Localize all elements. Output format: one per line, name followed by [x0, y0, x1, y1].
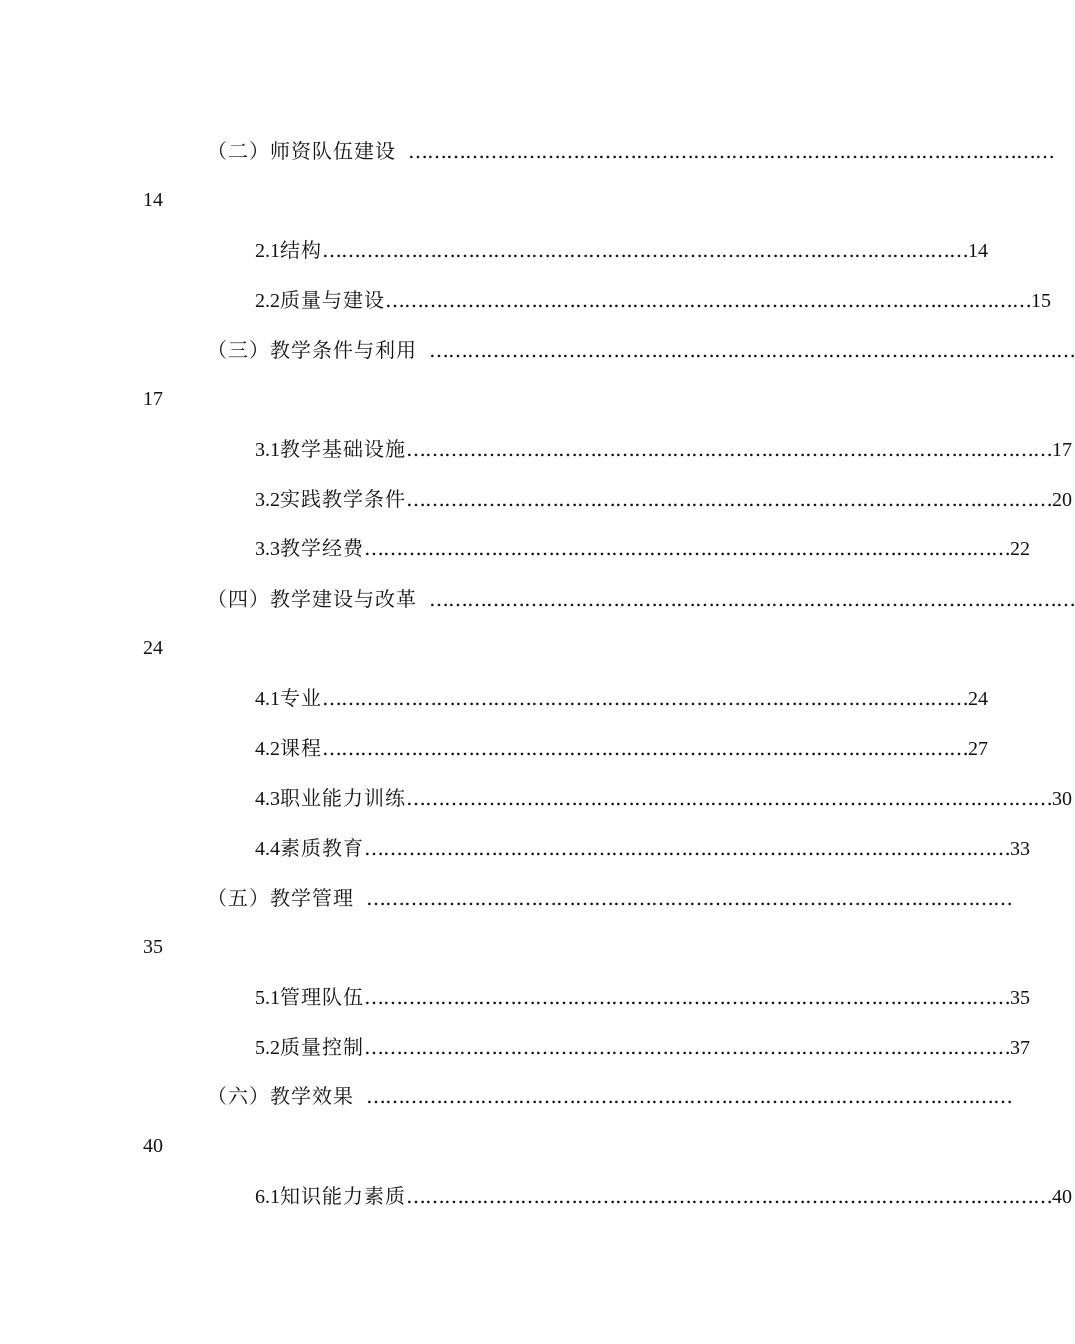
dot-leader: ………………………………………………………………………………………… — [322, 686, 968, 710]
toc-section-6[interactable] — [207, 1081, 1012, 1111]
toc-entry-4-2[interactable] — [255, 733, 988, 763]
toc-entry-title: 课程 — [280, 736, 322, 760]
toc-section-title: （三）教学条件与利用 — [207, 338, 417, 362]
toc-entry-number: 2.1 — [255, 240, 280, 262]
dot-leader: ………………………………………………………………………………………… — [429, 338, 1075, 362]
toc-entry-number: 3.3 — [255, 538, 280, 560]
toc-entry-2-1[interactable] — [255, 235, 988, 265]
toc-entry-number: 4.2 — [255, 738, 280, 760]
toc-page-number: 14 — [143, 189, 163, 211]
toc-page-number: 33 — [1010, 838, 1030, 860]
toc-section-2[interactable] — [207, 136, 1054, 166]
toc-entry-title: 实践教学条件 — [280, 487, 406, 511]
toc-page-number: 37 — [1010, 1037, 1030, 1059]
toc-entry-4-4[interactable] — [255, 833, 1030, 863]
dot-leader: ………………………………………………………………………………………… — [322, 736, 968, 760]
toc-section-5[interactable] — [207, 883, 1012, 913]
toc-entry-title: 质量与建设 — [280, 288, 385, 312]
toc-section-title: （二）师资队伍建设 — [207, 139, 396, 163]
dot-leader: ………………………………………………………………………………………… — [364, 1035, 1010, 1059]
toc-section-4[interactable] — [207, 584, 1075, 614]
toc-entry-6-1[interactable] — [255, 1181, 1072, 1211]
toc-entry-title: 职业能力训练 — [280, 786, 406, 810]
toc-entry-number: 6.1 — [255, 1186, 280, 1208]
toc-entry-number: 4.1 — [255, 688, 280, 710]
toc-entry-3-3[interactable] — [255, 533, 1030, 563]
toc-entry-number: 4.4 — [255, 838, 280, 860]
toc-entry-number: 5.1 — [255, 987, 280, 1009]
toc-entry-number: 3.2 — [255, 489, 280, 511]
toc-entry-title: 专业 — [280, 686, 322, 710]
toc-entry-number: 5.2 — [255, 1037, 280, 1059]
toc-page-number: 15 — [1031, 290, 1051, 312]
toc-page-number: 17 — [143, 388, 163, 410]
dot-leader: ………………………………………………………………………………………… — [406, 437, 1052, 461]
toc-entry-2-2[interactable] — [255, 285, 1051, 315]
toc-section-title: （五）教学管理 — [207, 886, 354, 910]
dot-leader: ………………………………………………………………………………………… — [322, 238, 968, 262]
toc-section-title: （四）教学建设与改革 — [207, 587, 417, 611]
toc-entry-3-2[interactable] — [255, 484, 1072, 514]
toc-entry-title: 结构 — [280, 238, 322, 262]
toc-page-number: 40 — [143, 1135, 163, 1157]
toc-page-number: 24 — [143, 637, 163, 659]
dot-leader: ………………………………………………………………………………………… — [364, 536, 1010, 560]
toc-entry-number: 4.3 — [255, 788, 280, 810]
toc-entry-4-1[interactable] — [255, 683, 988, 713]
toc-page-number: 30 — [1052, 788, 1072, 810]
dot-leader: ………………………………………………………………………………………… — [366, 886, 1012, 910]
toc-page-number: 27 — [968, 738, 988, 760]
toc-page-number: 24 — [968, 688, 988, 710]
toc-section-title: （六）教学效果 — [207, 1084, 354, 1108]
dot-leader: ………………………………………………………………………………………… — [366, 1084, 1012, 1108]
toc-page-number: 22 — [1010, 538, 1030, 560]
toc-entry-title: 知识能力素质 — [280, 1184, 406, 1208]
toc-section-3[interactable] — [207, 335, 1075, 365]
toc-entry-title: 质量控制 — [280, 1035, 364, 1059]
toc-page-number: 35 — [143, 936, 163, 958]
toc-entry-title: 素质教育 — [280, 836, 364, 860]
dot-leader: ………………………………………………………………………………………… — [364, 985, 1010, 1009]
toc-page-number: 40 — [1052, 1186, 1072, 1208]
toc-entry-title: 教学经费 — [280, 536, 364, 560]
toc-entry-title: 管理队伍 — [280, 985, 364, 1009]
dot-leader: ………………………………………………………………………………………… — [429, 587, 1075, 611]
toc-entry-number: 3.1 — [255, 439, 280, 461]
toc-page-number: 17 — [1052, 439, 1072, 461]
dot-leader: ………………………………………………………………………………………… — [408, 139, 1054, 163]
dot-leader: ………………………………………………………………………………………… — [385, 288, 1031, 312]
toc-entry-number: 2.2 — [255, 290, 280, 312]
toc-entry-title: 教学基础设施 — [280, 437, 406, 461]
toc-page-number: 35 — [1010, 987, 1030, 1009]
dot-leader: ………………………………………………………………………………………… — [364, 836, 1010, 860]
toc-page-number: 14 — [968, 240, 988, 262]
toc-entry-5-1[interactable] — [255, 982, 1030, 1012]
toc-entry-3-1[interactable] — [255, 434, 1072, 464]
dot-leader: ………………………………………………………………………………………… — [406, 487, 1052, 511]
toc-page-number: 20 — [1052, 489, 1072, 511]
dot-leader: ………………………………………………………………………………………… — [406, 1184, 1052, 1208]
toc-entry-4-3[interactable] — [255, 783, 1072, 813]
toc-entry-5-2[interactable] — [255, 1032, 1030, 1062]
dot-leader: ………………………………………………………………………………………… — [406, 786, 1052, 810]
